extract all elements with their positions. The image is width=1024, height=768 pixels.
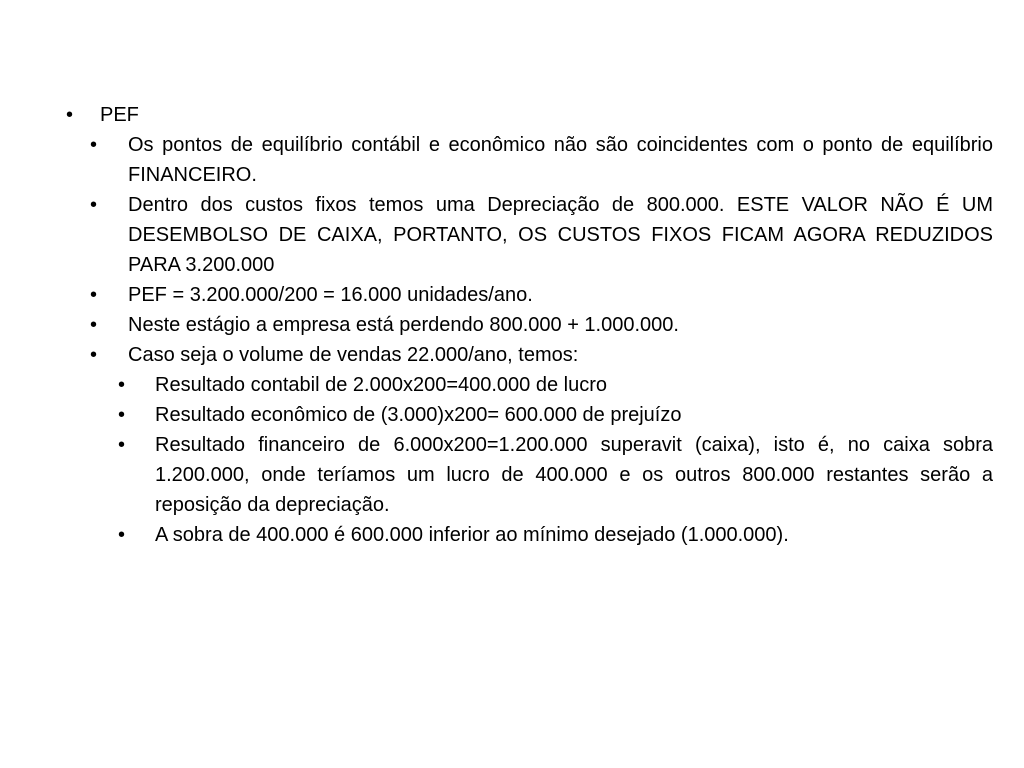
bullet-sales-volume: • Caso seja o volume de vendas 22.000/ano, temos: xyxy=(87,340,993,370)
bullet-accounting-result: • Resultado contabil de 2.000x200=400.000 de lucro xyxy=(115,370,993,400)
bullet-equilibrium-points: • Os pontos de equilíbrio contábil e econômico não são coincidentes com o ponto de equilíbrio FINANCEIRO. xyxy=(87,130,993,190)
bullet-list xyxy=(60,100,993,550)
bullet-economic-result: • Resultado econômico de (3.000)x200= 600.000 de prejuízo xyxy=(115,400,993,430)
bullet-depreciation: • Dentro dos custos fixos temos uma Depreciação de 800.000. ESTE VALOR NÃO É UM DESEMBOLSO DE CAIXA, PORTANTO, OS CUSTOS FIXOS FICAM AGORA REDUZIDOS PARA 3.200.000 xyxy=(87,190,993,280)
bullet-surplus-comparison: • A sobra de 400.000 é 600.000 inferior ao mínimo desejado (1.000.000). xyxy=(115,520,993,550)
bullet-financial-result: • Resultado financeiro de 6.000x200=1.200.000 superavit (caixa), isto é, no caixa sobra 1.200.000, onde teríamos um lucro de 400.000 e os outros 800.000 restantes serão a reposição da depreciação. xyxy=(115,430,993,520)
bullet-pef-formula: • PEF = 3.200.000/200 = 16.000 unidades/ano. xyxy=(87,280,993,310)
bullet-losing-stage: • Neste estágio a empresa está perdendo 800.000 + 1.000.000. xyxy=(87,310,993,340)
bullet-pef-heading: • PEF xyxy=(60,100,993,130)
